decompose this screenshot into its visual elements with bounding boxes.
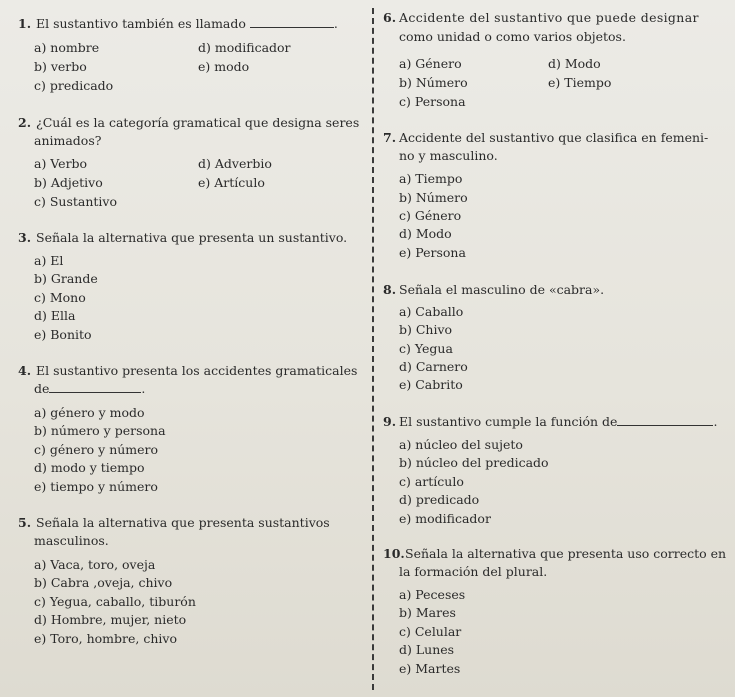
option[interactable]: c) Yegua, caballo, tiburón — [34, 594, 196, 609]
option[interactable]: d) Hombre, mujer, nieto — [34, 612, 187, 627]
option[interactable]: e) Persona — [399, 245, 466, 260]
question-text-line-1: Accidente del sustantivo que clasifica en femeni- — [399, 130, 709, 145]
option[interactable]: b) Mares — [399, 605, 456, 620]
option[interactable]: c) Sustantivo — [34, 194, 118, 209]
option[interactable]: c) artículo — [399, 474, 464, 489]
option[interactable]: a) nombre — [34, 40, 100, 55]
question-number: 5. — [18, 515, 32, 530]
option[interactable]: d) Carnero — [399, 359, 468, 374]
option[interactable]: b) Chivo — [399, 322, 453, 337]
answer-blank[interactable] — [250, 17, 334, 28]
option[interactable]: c) género y número — [34, 442, 159, 457]
option[interactable]: a) Tiempo — [399, 171, 463, 186]
option[interactable]: c) Yegua — [399, 341, 453, 356]
question-number: 10. — [383, 546, 405, 561]
option[interactable]: b) Número — [399, 190, 468, 205]
option[interactable]: d) predicado — [399, 492, 480, 507]
option[interactable]: a) Caballo — [399, 304, 464, 319]
question-text-line-1: Señala la alternativa que presenta sustantivos — [36, 515, 330, 530]
option[interactable]: e) Artículo — [198, 175, 265, 190]
option[interactable]: e) Tiempo — [548, 75, 612, 90]
option[interactable]: e) Bonito — [34, 327, 92, 342]
question-text-line-1: Accidente del sustantivo que puede designar — [399, 10, 699, 25]
option[interactable]: e) Cabrito — [399, 377, 463, 392]
question-number: 2. — [18, 115, 32, 130]
question-number: 6. — [383, 10, 397, 25]
answer-blank[interactable] — [49, 382, 141, 393]
question-text: El sustantivo también es llamado . — [36, 16, 338, 31]
question-text: Señala la alternativa que presenta un sustantivo. — [36, 230, 348, 245]
option[interactable]: d) modo y tiempo — [34, 460, 145, 475]
option[interactable]: e) Toro, hombre, chivo — [34, 631, 177, 646]
question-text-line-2: la formación del plural. — [399, 564, 548, 579]
option[interactable]: c) Mono — [34, 290, 86, 305]
question-text-line-1: Señala la alternativa que presenta uso correcto en — [405, 546, 727, 561]
question-number: 4. — [18, 363, 32, 378]
option[interactable]: c) Celular — [399, 624, 462, 639]
question-number: 9. — [383, 414, 397, 429]
option[interactable]: c) Género — [399, 208, 462, 223]
option[interactable]: e) Martes — [399, 661, 461, 676]
question-text-line-2: no y masculino. — [399, 148, 498, 163]
option[interactable]: a) Género — [399, 56, 462, 71]
option[interactable]: b) número y persona — [34, 423, 166, 438]
option[interactable]: c) Persona — [399, 94, 466, 109]
question-number: 7. — [383, 130, 397, 145]
option[interactable]: d) modificador — [198, 40, 291, 55]
option[interactable]: b) Cabra ,oveja, chivo — [34, 575, 173, 590]
option[interactable]: a) Verbo — [34, 156, 88, 171]
option[interactable]: b) Número — [399, 75, 468, 90]
question-number: 8. — [383, 282, 397, 297]
option[interactable]: e) modo — [198, 59, 250, 74]
column-divider — [372, 8, 374, 690]
question-text-line-2: como unidad o como varios objetos. — [399, 29, 626, 44]
option[interactable]: b) verbo — [34, 59, 87, 74]
question-number: 3. — [18, 230, 32, 245]
question-text-line-1: ¿Cuál es la categoría gramatical que designa seres — [36, 115, 360, 130]
option[interactable]: a) Vaca, toro, oveja — [34, 557, 156, 572]
option[interactable]: d) Modo — [548, 56, 601, 71]
option[interactable]: d) Adverbio — [198, 156, 272, 171]
option[interactable]: a) El — [34, 253, 64, 268]
question-text: Señala el masculino de «cabra». — [399, 282, 605, 297]
option[interactable]: b) núcleo del predicado — [399, 455, 549, 470]
option[interactable]: e) modificador — [399, 511, 491, 526]
option[interactable]: a) Peceses — [399, 587, 466, 602]
question-text-line-2: de . — [34, 381, 146, 396]
option[interactable]: b) Grande — [34, 271, 98, 286]
option[interactable]: a) núcleo del sujeto — [399, 437, 523, 452]
option[interactable]: a) género y modo — [34, 405, 145, 420]
question-text-line-2: animados? — [34, 133, 102, 148]
question-text-line-2: masculinos. — [34, 533, 109, 548]
option[interactable]: e) tiempo y número — [34, 479, 158, 494]
question-text: El sustantivo cumple la función de . — [399, 414, 718, 429]
option[interactable]: b) Adjetivo — [34, 175, 103, 190]
option[interactable]: d) Ella — [34, 308, 76, 323]
option[interactable]: c) predicado — [34, 78, 114, 93]
answer-blank[interactable] — [617, 415, 713, 426]
question-text-line-1: El sustantivo presenta los accidentes gramaticales — [36, 363, 358, 378]
option[interactable]: d) Lunes — [399, 642, 455, 657]
option[interactable]: d) Modo — [399, 226, 452, 241]
question-number: 1. — [18, 16, 32, 31]
